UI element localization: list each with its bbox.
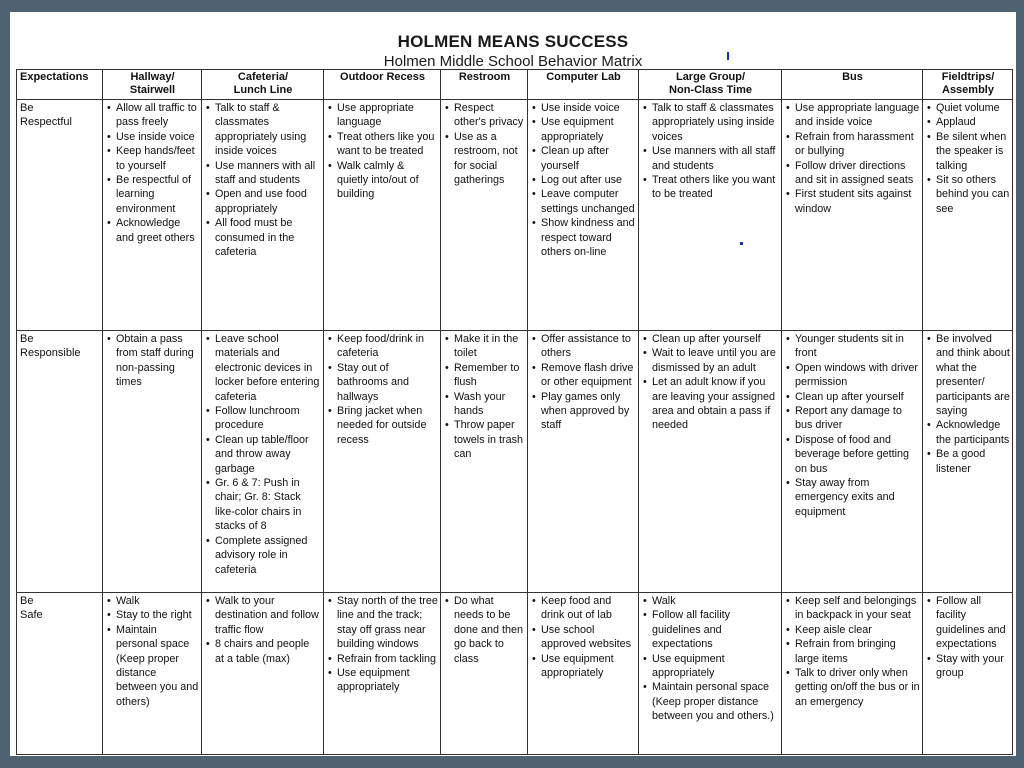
- list-item: • Be a good listener: [926, 447, 1010, 476]
- list-item: • Use inside voice: [106, 130, 199, 144]
- list-item: • Talk to staff & classmates appropriately using inside voices: [642, 101, 779, 144]
- list-item: • Use inside voice: [531, 101, 636, 115]
- list-item: • Use manners with all staff and students: [205, 159, 321, 188]
- row-label-line: Be: [20, 333, 34, 345]
- list-item: • Be respectful of learning environment: [106, 173, 199, 216]
- table-row: [17, 100, 1013, 331]
- list-item: • Use as a restroom, not for social gatherings: [444, 130, 525, 188]
- bullet-list: [926, 594, 1010, 680]
- top-frame-bar: [0, 0, 1024, 12]
- list-item: • Use equipment appropriately: [531, 652, 636, 681]
- bullet-list: [642, 594, 779, 724]
- list-item: • Offer assistance to others: [531, 332, 636, 361]
- bullet-list: [205, 332, 321, 577]
- header-hallway: [103, 70, 202, 100]
- list-item: • Show kindness and respect toward others on-line: [531, 216, 636, 259]
- matrix-cell: [923, 331, 1013, 593]
- row-label: [17, 100, 103, 331]
- list-item: • First student sits against window: [785, 187, 920, 216]
- table-row: [17, 331, 1013, 593]
- row-label: [17, 593, 103, 755]
- header-fieldtrips: [923, 70, 1013, 100]
- list-item: • Gr. 6 & 7: Push in chair; Gr. 8: Stack like-color chairs in stacks of 8: [205, 476, 321, 534]
- list-item: • Complete assigned advisory role in cafeteria: [205, 534, 321, 577]
- list-item: • Refrain from tackling: [327, 652, 438, 666]
- matrix-cell: [639, 331, 782, 593]
- document-page: [10, 12, 1016, 756]
- list-item: • Talk to staff & classmates appropriately using inside voices: [205, 101, 321, 159]
- list-item: • Be involved and think about what the presenter/ participants are saying: [926, 332, 1010, 418]
- behavior-matrix-table: [16, 69, 1013, 755]
- matrix-cell: [103, 100, 202, 331]
- bullet-list: [785, 594, 920, 709]
- bullet-list: [106, 101, 199, 245]
- list-item: • Follow all facility guidelines and expectations: [642, 608, 779, 651]
- list-item: • Keep hands/feet to yourself: [106, 144, 199, 173]
- header-line: Bus: [842, 71, 863, 83]
- header-line: Cafeteria/: [237, 71, 289, 83]
- list-item: • Use equipment appropriately: [327, 666, 438, 695]
- header-restroom: [441, 70, 528, 100]
- header-row: [17, 70, 1013, 100]
- bullet-list: [106, 594, 199, 709]
- matrix-cell: [324, 593, 441, 755]
- list-item: • Dispose of food and beverage before getting on bus: [785, 433, 920, 476]
- header-line: Lunch Line: [233, 84, 293, 96]
- list-item: • Maintain personal space (Keep proper distance between you and others.): [642, 680, 779, 723]
- list-item: • Follow driver directions and sit in assigned seats: [785, 159, 920, 188]
- header-line: Hallway/: [130, 71, 175, 83]
- list-item: • All food must be consumed in the cafeteria: [205, 216, 321, 259]
- list-item: • Open windows with driver permission: [785, 361, 920, 390]
- list-item: • Use school approved websites: [531, 623, 636, 652]
- header-line: Restroom: [458, 71, 511, 83]
- list-item: • Remove flash drive or other equipment: [531, 361, 636, 390]
- bullet-list: [926, 332, 1010, 476]
- bullet-list: [327, 594, 438, 695]
- list-item: • Stay with your group: [926, 652, 1010, 681]
- list-item: • 8 chairs and people at a table (max): [205, 637, 321, 666]
- row-label-line: Be: [20, 595, 34, 607]
- matrix-cell: [782, 331, 923, 593]
- list-item: • Obtain a pass from staff during non-passing times: [106, 332, 199, 390]
- list-item: • Acknowledge the participants: [926, 418, 1010, 447]
- list-item: • Walk: [642, 594, 779, 608]
- list-item: • Leave school materials and electronic devices in locker before entering cafeteria: [205, 332, 321, 404]
- list-item: • Talk to driver only when getting on/off the bus or in an emergency: [785, 666, 920, 709]
- list-item: • Stay away from emergency exits and equipment: [785, 476, 920, 519]
- bullet-list: [106, 332, 199, 390]
- row-label: [17, 331, 103, 593]
- header-cafeteria: [202, 70, 324, 100]
- list-item: • Stay north of the tree line and the track; stay off grass near building windows: [327, 594, 438, 652]
- document-subtitle: Holmen Middle School Behavior Matrix: [383, 53, 643, 70]
- list-item: • Treat others like you want to be treated: [327, 130, 438, 159]
- list-item: • Respect other's privacy: [444, 101, 525, 130]
- list-item: • Walk calmly & quietly into/out of building: [327, 159, 438, 202]
- list-item: • Walk: [106, 594, 199, 608]
- bullet-list: [205, 101, 321, 259]
- list-item: • Maintain personal space (Keep proper distance between you and others): [106, 623, 199, 709]
- matrix-cell: [324, 331, 441, 593]
- header-outdoor-recess: [324, 70, 441, 100]
- list-item: • Keep aisle clear: [785, 623, 920, 637]
- matrix-cell: [441, 100, 528, 331]
- header-bus: [782, 70, 923, 100]
- list-item: • Report any damage to bus driver: [785, 404, 920, 433]
- list-item: • Use manners with all staff and students: [642, 144, 779, 173]
- bullet-list: [785, 101, 920, 216]
- list-item: • Stay to the right: [106, 608, 199, 622]
- matrix-cell: [528, 100, 639, 331]
- list-item: • Refrain from harassment or bullying: [785, 130, 920, 159]
- list-item: • Keep food and drink out of lab: [531, 594, 636, 623]
- header-computer-lab: [528, 70, 639, 100]
- bullet-list: [327, 101, 438, 202]
- bullet-list: [444, 594, 525, 666]
- matrix-cell: [103, 593, 202, 755]
- table-row: [17, 593, 1013, 755]
- list-item: • Make it in the toilet: [444, 332, 525, 361]
- header-line: Outdoor Recess: [340, 71, 425, 83]
- matrix-cell: [639, 593, 782, 755]
- list-item: • Acknowledge and greet others: [106, 216, 199, 245]
- bullet-list: [642, 101, 779, 202]
- list-item: • Quiet volume: [926, 101, 1010, 115]
- list-item: • Clean up after yourself: [642, 332, 779, 346]
- bullet-list: [444, 101, 525, 187]
- row-label-line: Responsible: [20, 347, 81, 359]
- list-item: • Use appropriate language and inside voice: [785, 101, 920, 130]
- list-item: • Log out after use: [531, 173, 636, 187]
- list-item: • Let an adult know if you are leaving your assigned area and obtain a pass if needed: [642, 375, 779, 433]
- list-item: • Remember to flush: [444, 361, 525, 390]
- list-item: • Do what needs to be done and then go back to class: [444, 594, 525, 666]
- list-item: • Younger students sit in front: [785, 332, 920, 361]
- list-item: • Clean up after yourself: [531, 144, 636, 173]
- list-item: • Be silent when the speaker is talking: [926, 130, 1010, 173]
- header-line: Assembly: [942, 84, 994, 96]
- list-item: • Sit so others behind you can see: [926, 173, 1010, 216]
- list-item: • Use equipment appropriately: [531, 115, 636, 144]
- matrix-cell: [202, 593, 324, 755]
- matrix-cell: [923, 593, 1013, 755]
- bullet-list: [205, 594, 321, 666]
- list-item: • Applaud: [926, 115, 1010, 129]
- list-item: • Open and use food appropriately: [205, 187, 321, 216]
- list-item: • Allow all traffic to pass freely: [106, 101, 199, 130]
- bullet-list: [531, 594, 636, 680]
- matrix-cell: [528, 331, 639, 593]
- matrix-cell: [441, 331, 528, 593]
- matrix-cell: [923, 100, 1013, 331]
- header-line: Large Group/: [675, 71, 746, 83]
- list-item: • Wash your hands: [444, 390, 525, 419]
- list-item: • Leave computer settings unchanged: [531, 187, 636, 216]
- matrix-cell: [324, 100, 441, 331]
- matrix-cell: [782, 593, 923, 755]
- bullet-list: [444, 332, 525, 462]
- row-label-line: Respectful: [20, 116, 72, 128]
- list-item: • Clean up after yourself: [785, 390, 920, 404]
- list-item: • Wait to leave until you are dismissed by an adult: [642, 346, 779, 375]
- matrix-cell: [528, 593, 639, 755]
- matrix-cell: [639, 100, 782, 331]
- header-line: Stairwell: [129, 84, 176, 96]
- list-item: • Play games only when approved by staff: [531, 390, 636, 433]
- list-item: • Bring jacket when needed for outside recess: [327, 404, 438, 447]
- matrix-cell: [441, 593, 528, 755]
- matrix-cell: [103, 331, 202, 593]
- list-item: • Follow all facility guidelines and expectations: [926, 594, 1010, 652]
- header-line: Computer Lab: [546, 71, 621, 83]
- list-item: • Use appropriate language: [327, 101, 438, 130]
- list-item: • Keep food/drink in cafeteria: [327, 332, 438, 361]
- header-line: Fieldtrips/: [941, 71, 995, 83]
- list-item: • Use equipment appropriately: [642, 652, 779, 681]
- list-item: • Stay out of bathrooms and hallways: [327, 361, 438, 404]
- list-item: • Keep self and belongings in backpack in your seat: [785, 594, 920, 623]
- list-item: • Throw paper towels in trash can: [444, 418, 525, 461]
- header-line: Non-Class Time: [669, 84, 752, 96]
- header-large-group: [639, 70, 782, 100]
- document-title: HOLMEN MEANS SUCCESS: [397, 32, 629, 51]
- bullet-list: [642, 332, 779, 433]
- bullet-list: [531, 101, 636, 259]
- matrix-cell: [202, 100, 324, 331]
- bullet-list: [531, 332, 636, 433]
- row-label-line: Safe: [20, 609, 43, 621]
- bullet-list: [327, 332, 438, 447]
- matrix-cell: [202, 331, 324, 593]
- matrix-cell: [782, 100, 923, 331]
- row-label-line: Be: [20, 102, 34, 114]
- list-item: • Walk to your destination and follow traffic flow: [205, 594, 321, 637]
- bullet-list: [785, 332, 920, 519]
- list-item: • Follow lunchroom procedure: [205, 404, 321, 433]
- header-expectations: Expectations: [17, 70, 103, 100]
- bullet-list: [926, 101, 1010, 216]
- list-item: • Refrain from bringing large items: [785, 637, 920, 666]
- list-item: • Clean up table/floor and throw away garbage: [205, 433, 321, 476]
- list-item: • Treat others like you want to be treated: [642, 173, 779, 202]
